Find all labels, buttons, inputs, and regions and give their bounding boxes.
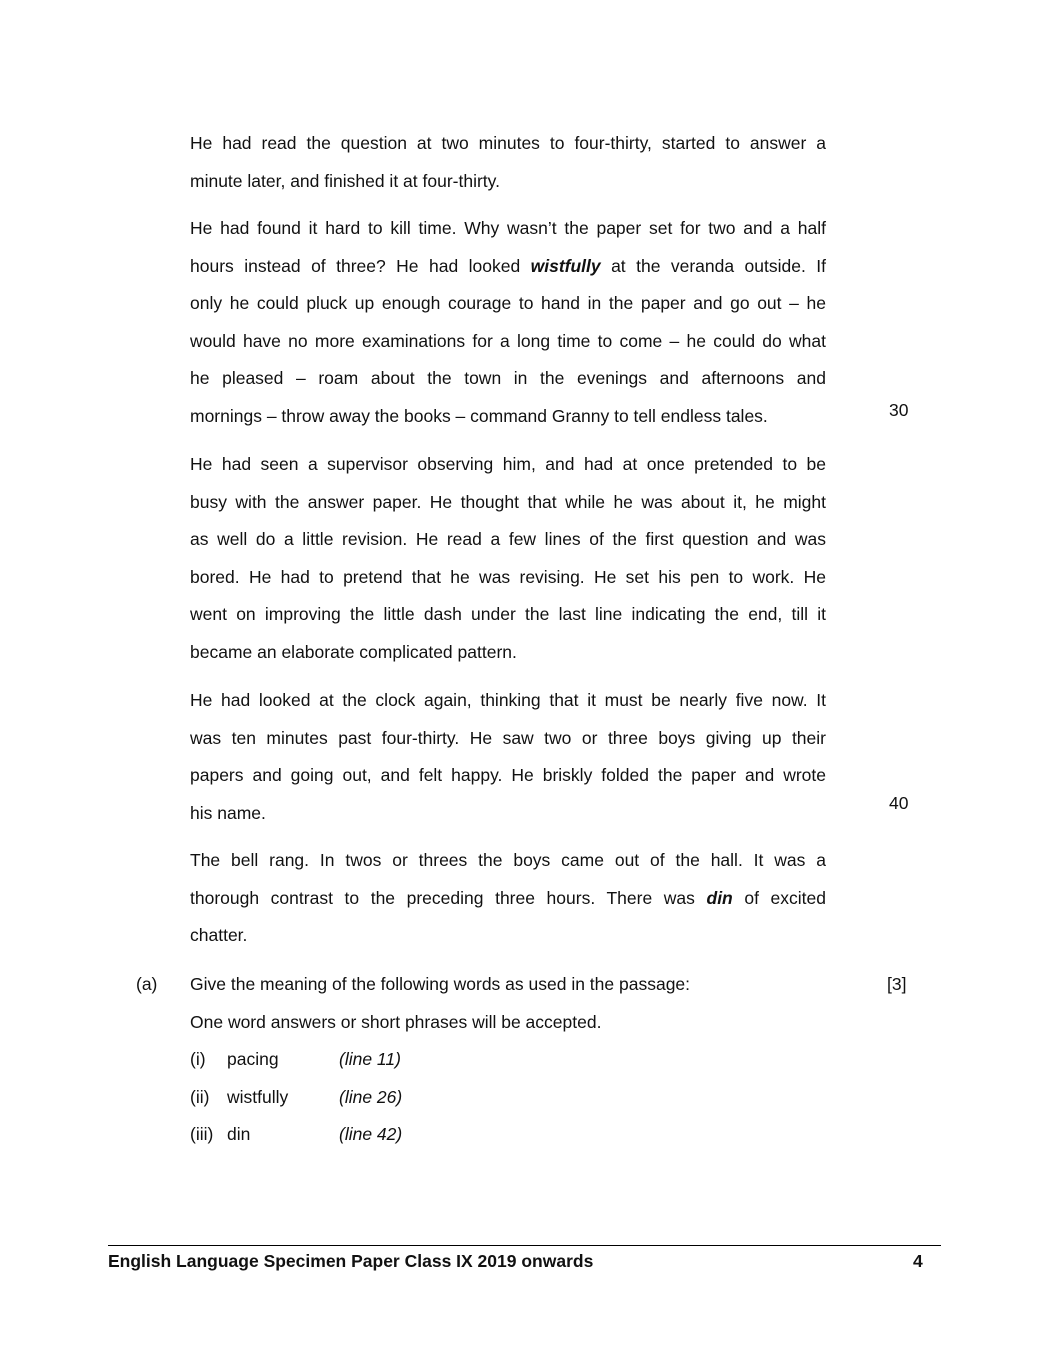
passage-line: The bell rang. In twos or threes the boys came out of the hall. It was a bbox=[190, 850, 826, 870]
sub-question-number: (ii) bbox=[190, 1087, 210, 1107]
passage-line: He had found it hard to kill time. Why wasn’t the paper set for two and a half bbox=[190, 218, 826, 238]
sub-question-number: (iii) bbox=[190, 1124, 214, 1144]
line-number-30: 30 bbox=[889, 400, 909, 420]
question-text: Give the meaning of the following words as used in the passage: bbox=[190, 974, 691, 994]
passage-line: went on improving the little dash under the last line indicating the end, till it bbox=[190, 604, 826, 625]
passage-line: became an elaborate complicated pattern. bbox=[190, 641, 517, 662]
passage-paragraph-3 bbox=[190, 446, 826, 672]
sub-question-word: din bbox=[227, 1124, 251, 1144]
passage-text: thorough contrast to the preceding three hours. There was bbox=[190, 887, 707, 908]
sub-question-line-ref: (line 11) bbox=[339, 1049, 401, 1069]
passage-text: hours instead of three? He had looked bbox=[190, 255, 531, 276]
sub-question-word: pacing bbox=[227, 1049, 279, 1069]
passage-line: would have no more examinations for a long time to come – he could do what bbox=[190, 330, 826, 351]
footer-divider bbox=[108, 1245, 941, 1246]
passage-line: chatter. bbox=[190, 925, 248, 946]
sub-question-iii bbox=[190, 1122, 490, 1146]
footer-title: English Language Specimen Paper Class IX 2019 onwards bbox=[108, 1251, 594, 1271]
passage-line: papers and going out, and felt happy. He briskly folded the paper and wrote bbox=[190, 765, 826, 786]
sub-question-ii bbox=[190, 1085, 490, 1109]
sub-question-number: (i) bbox=[190, 1049, 206, 1069]
passage-line: only he could pluck up enough courage to hand in the paper and go out – he bbox=[190, 293, 826, 314]
passage-line: minute later, and finished it at four-thirty. bbox=[190, 170, 500, 191]
highlighted-word-din: din bbox=[706, 887, 733, 908]
passage-line bbox=[190, 880, 826, 918]
passage-paragraph-2 bbox=[190, 210, 826, 436]
passage-line: busy with the answer paper. He thought that while he was about it, he might bbox=[190, 491, 826, 512]
question-label: (a) bbox=[136, 974, 158, 994]
question-note: One word answers or short phrases will be accepted. bbox=[190, 1012, 602, 1032]
passage-line: He had seen a supervisor observing him, and had at once pretended to be bbox=[190, 454, 826, 474]
passage-text: of excited bbox=[732, 887, 826, 908]
passage-paragraph-1 bbox=[190, 125, 826, 200]
line-number-40: 40 bbox=[889, 793, 909, 813]
passage-line: mornings – throw away the books – command Granny to tell endless tales. bbox=[190, 405, 768, 426]
highlighted-word-wistfully: wistfully bbox=[530, 255, 601, 276]
sub-question-line-ref: (line 26) bbox=[339, 1087, 403, 1107]
passage-line bbox=[190, 248, 826, 286]
sub-question-word: wistfully bbox=[227, 1087, 289, 1107]
passage-line: was ten minutes past four-thirty. He saw two or three boys giving up their bbox=[190, 727, 826, 748]
passage-paragraph-5 bbox=[190, 842, 826, 955]
question-marks: [3] bbox=[887, 974, 907, 994]
passage-line: he pleased – roam about the town in the evenings and afternoons and bbox=[190, 368, 826, 389]
page-number: 4 bbox=[913, 1251, 923, 1271]
passage-line: bored. He had to pretend that he was revising. He set his pen to work. He bbox=[190, 566, 826, 587]
passage-line: as well do a little revision. He read a few lines of the first question and was bbox=[190, 529, 826, 550]
passage-paragraph-4 bbox=[190, 682, 826, 832]
passage-line: He had looked at the clock again, thinking that it must be nearly five now. It bbox=[190, 690, 826, 710]
sub-question-line-ref: (line 42) bbox=[339, 1124, 403, 1144]
passage-line: He had read the question at two minutes to four-thirty, started to answer a bbox=[190, 133, 826, 153]
passage-line: his name. bbox=[190, 802, 266, 823]
sub-question-i bbox=[190, 1047, 490, 1071]
passage-text: at the veranda outside. If bbox=[600, 255, 827, 276]
